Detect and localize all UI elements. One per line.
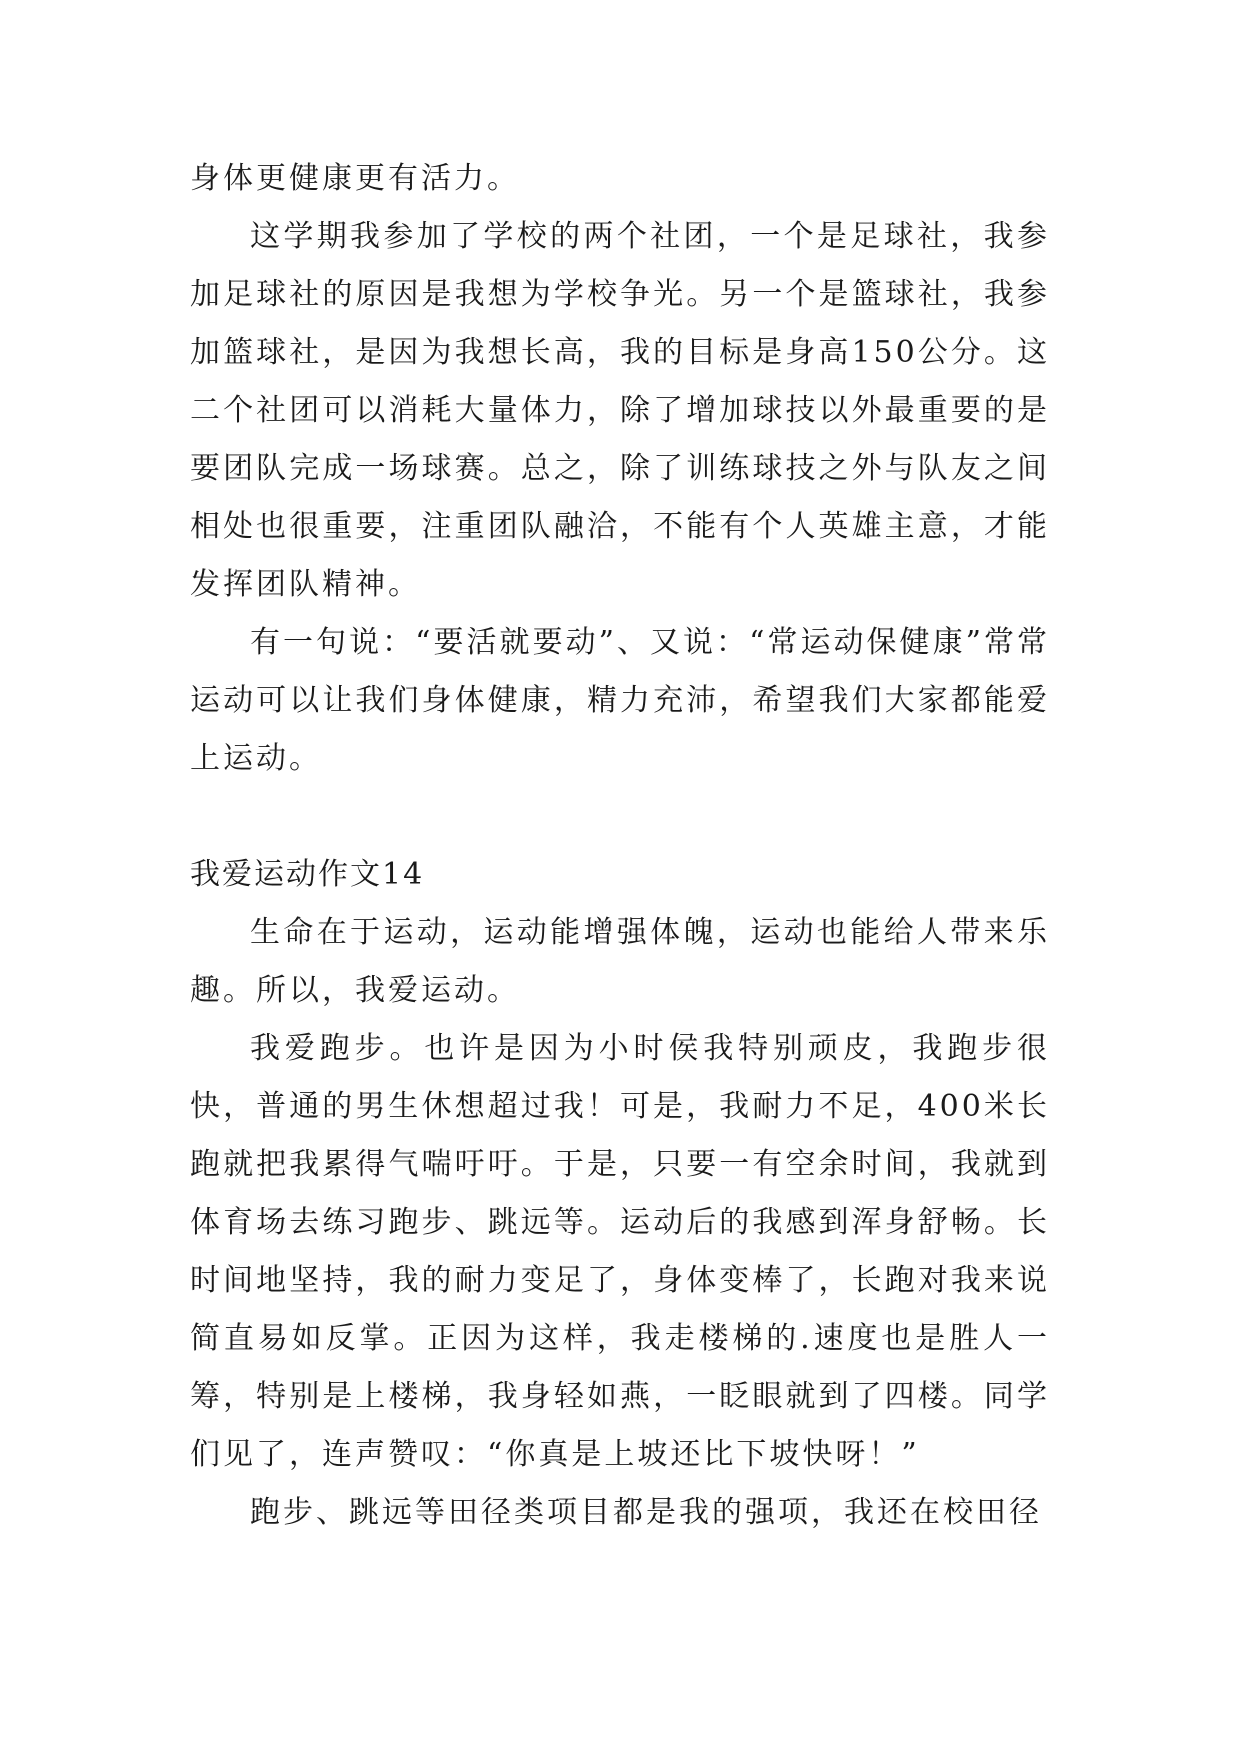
paragraph-running: 我爱跑步。也许是因为小时侯我特别顽皮，我跑步很快，普通的男生休想超过我！可是，我耐力不足，400米长跑就把我累得气喘吁吁。于是，只要一有空余时间，我就到体育场去练习跑步、跳远等。运动后的我感到浑身舒畅。长时间地坚持，我的耐力变足了，身体变棒了，长跑对我来说简直易如反掌。正因为这样，我走楼梯的.速度也是胜人一筹，特别是上楼梯，我身轻如燕，一眨眼就到了四楼。同学们见了，连声赞叹：“你真是上坡还比下坡快呀！” xyxy=(190,1031,1050,1472)
document-page xyxy=(190,150,1050,1542)
paragraph-saying: 有一句说：“要活就要动”、又说：“常运动保健康”常常运动可以让我们身体健康，精力充沛，希望我们大家都能爱上运动。 xyxy=(190,625,1050,776)
paragraph-intro: 生命在于运动，运动能增强体魄，运动也能给人带来乐趣。所以，我爱运动。 xyxy=(190,915,1050,1008)
paragraph-track-field: 跑步、跳远等田径类项目都是我的强项，我还在校田径 xyxy=(250,1495,1042,1530)
essay-title: 我爱运动作文14 xyxy=(190,857,425,892)
paragraph-continuation: 身体更健康更有活力。 xyxy=(190,161,520,196)
paragraph-clubs: 这学期我参加了学校的两个社团，一个是足球社，我参加足球社的原因是我想为学校争光。另一个是篮球社，我参加篮球社，是因为我想长高，我的目标是身高150公分。这二个社团可以消耗大量体力，除了增加球技以外最重要的是要团队完成一场球赛。总之，除了训练球技之外与队友之间相处也很重要，注重团队融洽，不能有个人英雄主意，才能发挥团队精神。 xyxy=(190,219,1050,602)
